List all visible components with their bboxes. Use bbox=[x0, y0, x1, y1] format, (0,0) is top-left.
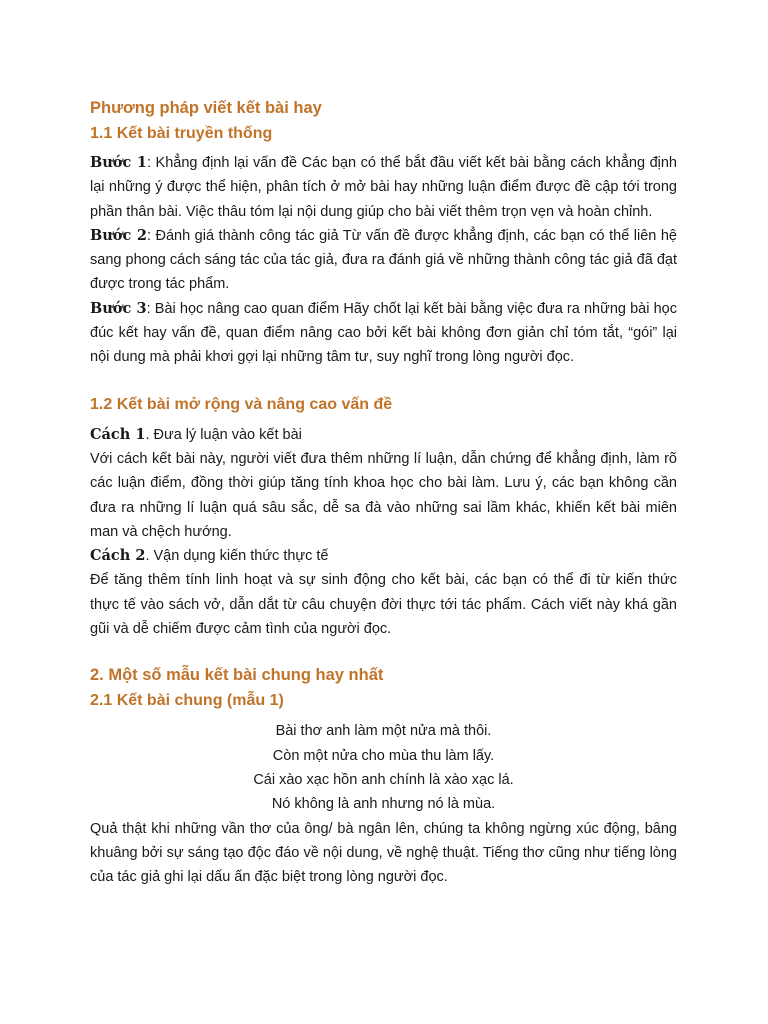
poem-line: Nó không là anh nhưng nó là mùa. bbox=[271, 796, 496, 813]
way-1-label: Cách 1 bbox=[90, 425, 146, 443]
step-2-text: : Đánh giá thành công tác giả Từ vấn đề được khẳng định, các bạn có thể liên hệ sang phong cách sáng tác của tác giả, đưa ra đánh giá về những thành công tác giả đã đạt được trong tác phẩm. bbox=[90, 227, 677, 293]
section-2-1-heading: 2.1 Kết bài chung (mẫu 1) bbox=[90, 692, 284, 710]
section-1-1-body bbox=[90, 151, 677, 370]
way-1-title bbox=[90, 423, 677, 447]
way-2-label: Cách 2 bbox=[90, 547, 146, 565]
section-2-heading: 2. Một số mẫu kết bài chung hay nhất bbox=[90, 666, 384, 685]
poem-line: Bài thơ anh làm một nửa mà thôi. bbox=[275, 723, 492, 740]
way-1-paragraph: Với cách kết bài này, người viết đưa thêm những lí luận, dẫn chứng để khẳng định, làm rõ các luận điểm, đồng thời giúp tăng tính khoa học cho bài làm. Lưu ý, các bạn không cần đưa ra những lí luận quá sâu sắc, dễ sa đà vào những sai lầm khác, khiến kết bài miên man và chệch hướng. bbox=[90, 450, 677, 540]
step-2-paragraph bbox=[90, 224, 677, 297]
closing-paragraph: Quả thật khi những vần thơ của ông/ bà ngân lên, chúng ta không ngừng xúc động, bâng khuâng bởi sự sáng tạo độc đáo về nội dung, về nghệ thuật. Tiếng thơ cũng như tiếng lòng của tác giả ghi lại dấu ấn đặc biệt trong lòng người đọc. bbox=[90, 820, 677, 886]
poem-block bbox=[90, 719, 677, 816]
way-2-title bbox=[90, 544, 677, 568]
way-2-paragraph: Để tăng thêm tính linh hoạt và sự sinh động cho kết bài, các bạn có thể đi từ kiến thức thực tế vào sách vở, dẫn dắt từ câu chuyện đời thực tới tác phẩm. Cách viết này khá gần gũi và dễ chiếm được cảm tình của người đọc. bbox=[90, 572, 677, 638]
step-3-paragraph bbox=[90, 297, 677, 370]
way-1-title-text: . Đưa lý luận vào kết bài bbox=[145, 426, 302, 443]
document-title: Phương pháp viết kết bài hay bbox=[90, 99, 322, 117]
section-1-2-body bbox=[90, 423, 677, 642]
step-3-text: : Bài học nâng cao quan điểm Hãy chốt lại kết bài bằng việc đưa ra những bài học đúc kết hay vấn đề, quan điểm nâng cao bởi kết bài không đơn giản chỉ tóm tắt, “gói” lại nội dung mà phải khơi gợi lại những tâm tư, suy nghĩ trong lòng người đọc. bbox=[90, 300, 677, 366]
step-1-label: Bước 1 bbox=[90, 154, 147, 171]
step-3-label: Bước 3 bbox=[90, 299, 147, 317]
step-2-label: Bước 2 bbox=[90, 226, 147, 244]
poem-line: Còn một nửa cho mùa thu làm lấy. bbox=[272, 747, 495, 764]
poem-line: Cái xào xạc hồn anh chính là xào xạc lá. bbox=[253, 771, 514, 788]
step-1-paragraph bbox=[90, 151, 677, 224]
step-1-text: : Khẳng định lại vấn đề Các bạn có thể bắt đầu viết kết bài bằng cách khẳng định lại những ý được thể hiện, phân tích ở mở bài hay những luận điểm được đề cập tới trong phần thân bài. Việc thâu tóm lại nội dung giúp cho bài viết thêm trọn vẹn và hoàn chỉnh. bbox=[90, 155, 677, 220]
way-2-title-text: . Vận dụng kiến thức thực tế bbox=[145, 548, 329, 565]
section-1-2-heading: 1.2 Kết bài mở rộng và nâng cao vấn đề bbox=[90, 395, 393, 413]
section-1-1-heading: 1.1 Kết bài truyền thống bbox=[90, 125, 273, 142]
